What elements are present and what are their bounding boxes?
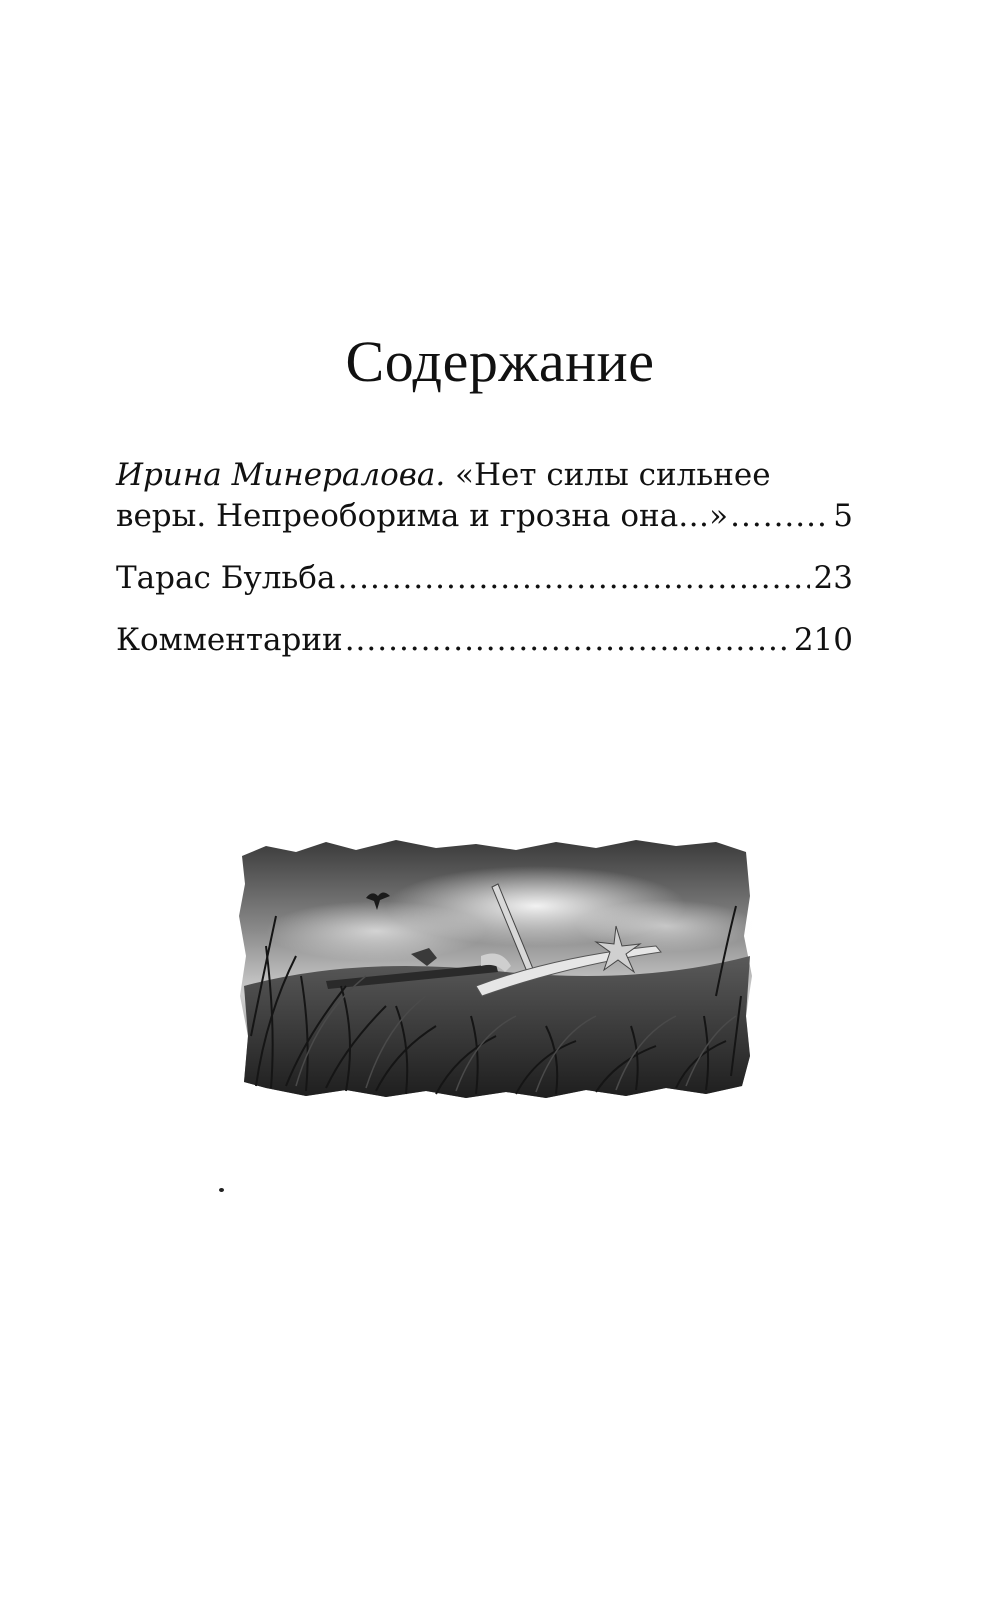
toc-entry-second-line [116, 496, 853, 537]
toc-page-number: 23 [813, 560, 853, 596]
toc-entry-author: Ирина Минералова. [116, 457, 446, 493]
toc-entry-first-line [116, 455, 853, 496]
dot-leader [337, 558, 809, 599]
dot-leader [345, 620, 790, 661]
toc-entry-title-part: «Нет силы сильнее [455, 457, 771, 493]
dot-leader [730, 496, 829, 537]
toc-entry-title: Комментарии [116, 622, 343, 658]
table-of-contents [116, 455, 853, 682]
toc-entry-title: Тарас Бульба [116, 560, 336, 596]
page-title: Содержание [345, 329, 655, 394]
toc-entry-taras-bulba[interactable] [116, 558, 853, 599]
toc-entry-essay[interactable] [116, 455, 853, 537]
ground-shape [244, 956, 750, 1098]
toc-entry-line [116, 558, 853, 599]
toc-entry-line [116, 620, 853, 661]
cloud-shape [266, 901, 486, 961]
toc-entry-title-part: веры. Непреоборима и грозна она…» [116, 498, 729, 534]
toc-entry-comments[interactable] [116, 620, 853, 661]
toc-page-number: 210 [793, 622, 853, 658]
steppe-weapons-illustration [236, 836, 754, 1101]
toc-page-number: 5 [833, 498, 853, 534]
print-speck [219, 1188, 224, 1192]
